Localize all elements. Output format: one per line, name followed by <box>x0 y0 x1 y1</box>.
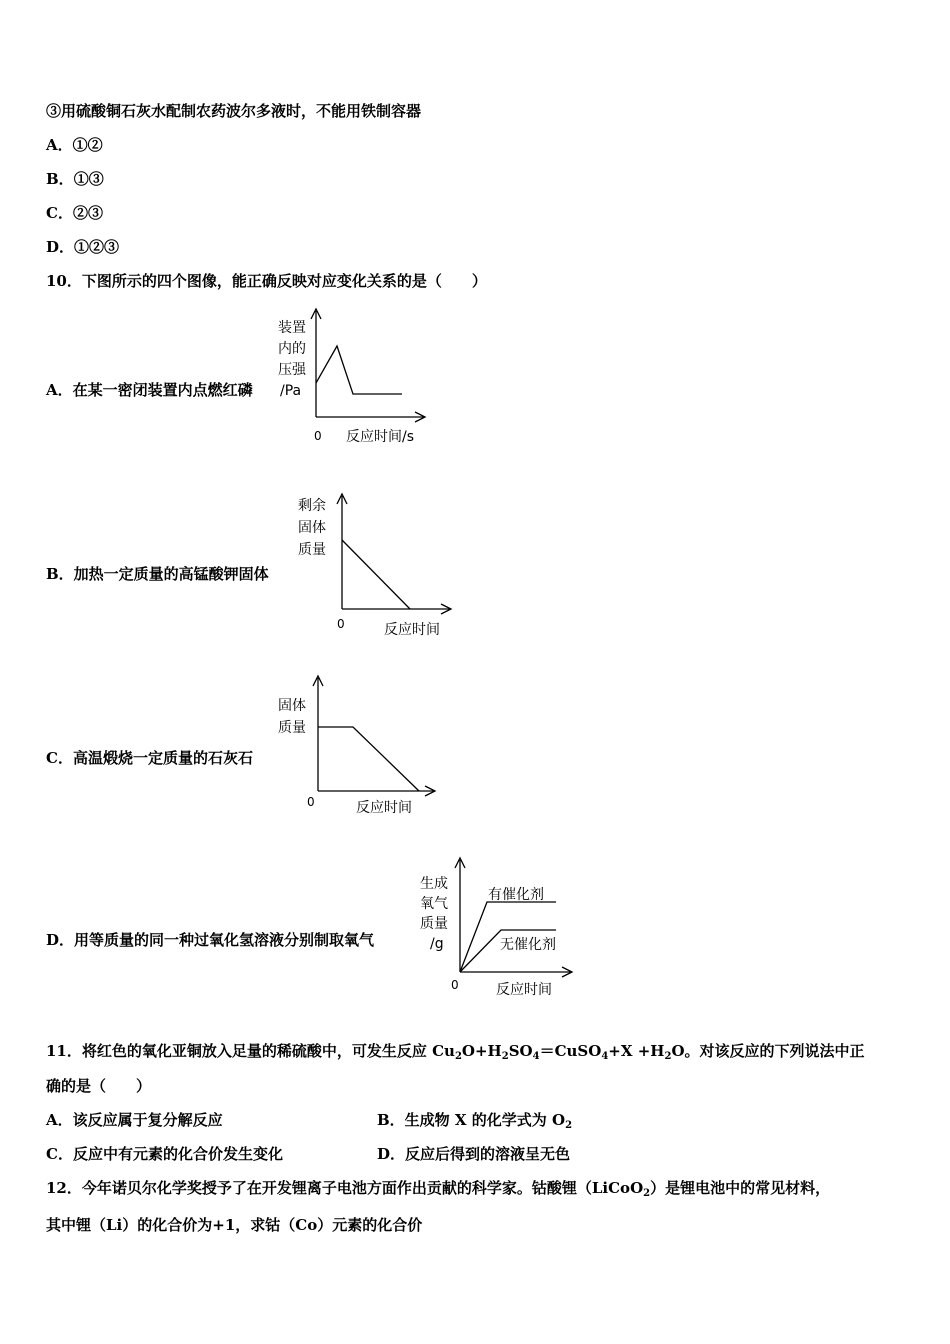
y-label-line2: 氧气 <box>420 896 448 912</box>
q10-graph-c <box>274 672 454 822</box>
q10-stem: 10．下图所示的四个图像，能正确反映对应变化关系的是（ ） <box>46 272 487 290</box>
origin-label: 0 <box>314 429 322 443</box>
x-label: 反应时间 <box>356 800 412 816</box>
x-label: 反应时间 <box>384 622 440 638</box>
q11-option-a[interactable]: A．该反应属于复分解反应 <box>46 1111 223 1129</box>
q11-option-c[interactable]: C．反应中有元素的化合价发生变化 <box>46 1145 283 1163</box>
y-label-line2: 内的 <box>278 341 306 357</box>
mass-curve <box>318 727 419 791</box>
q10-option-b-label[interactable]: B．加热一定质量的高锰酸钾固体 <box>46 565 269 583</box>
y-label-line1: 固体 <box>278 698 306 714</box>
y-label-line2: 质量 <box>278 720 306 736</box>
option-letter: A． <box>46 136 73 154</box>
x-label: 反应时间/s <box>346 429 415 445</box>
option-text: ①②③ <box>74 238 120 256</box>
origin-label: 0 <box>451 978 459 992</box>
q10-option-c-label[interactable]: C．高温煅烧一定质量的石灰石 <box>46 749 253 767</box>
y-label-line1: 生成 <box>420 876 448 892</box>
pressure-curve <box>316 346 402 394</box>
q9-item3: ③用硫酸铜石灰水配制农药波尔多液时，不能用铁制容器 <box>46 102 422 120</box>
y-label-line2: 固体 <box>298 520 326 536</box>
q10-option-a-label[interactable]: A．在某一密闭装置内点燃红磷 <box>46 381 253 399</box>
q10-graph-a <box>274 305 454 455</box>
option-letter: D． <box>46 238 75 256</box>
q12-stem-line2: 其中锂（Li）的化合价为+1，求钴（Co）元素的化合价 <box>46 1216 423 1234</box>
y-label-line3: 压强 <box>278 362 306 378</box>
q9-option-d[interactable] <box>46 237 119 257</box>
option-letter: C． <box>46 204 73 222</box>
origin-label: 0 <box>337 617 345 631</box>
q11-stem-continued: 确的是（ ） <box>46 1077 152 1095</box>
q10-graph-d <box>414 854 594 1004</box>
option-letter: B． <box>46 170 74 188</box>
y-label-unit: /Pa <box>280 383 302 399</box>
q11-stem: 11．将红色的氧化亚铜放入足量的稀硫酸中，可发生反应 $Cu_2O+H_2SO_4=CuSO_4+X +H_2O$。对该反应的下列说法中正 <box>46 1042 865 1062</box>
option-text: ①③ <box>73 170 104 188</box>
y-label-line3: 质量 <box>420 916 448 932</box>
q11-option-d[interactable]: D．反应后得到的溶液呈无色 <box>377 1145 571 1163</box>
y-label-line1: 装置 <box>278 320 306 336</box>
no-catalyst-label: 无催化剂 <box>500 937 556 953</box>
x-label: 反应时间 <box>496 982 552 998</box>
option-text: ②③ <box>72 204 103 222</box>
q9-option-b[interactable] <box>46 169 104 189</box>
catalyst-label: 有催化剂 <box>488 887 544 903</box>
q9-option-a[interactable] <box>46 135 103 155</box>
origin-label: 0 <box>307 795 315 809</box>
y-label-line1: 剩余 <box>298 498 326 514</box>
y-label-line3: 质量 <box>298 542 326 558</box>
y-label-unit: /g <box>430 936 444 952</box>
q11-option-b[interactable]: B．生成物 X 的化学式为 $O_2$ <box>377 1111 573 1131</box>
q9-option-c[interactable] <box>46 203 103 223</box>
q10-option-d-label[interactable]: D．用等质量的同一种过氧化氢溶液分别制取氧气 <box>46 931 375 949</box>
q10-graph-b <box>294 490 474 640</box>
mass-curve <box>342 540 410 609</box>
option-text: ①② <box>72 136 103 154</box>
q12-stem-line1: 12．今年诺贝尔化学奖授予了在开发锂离子电池方面作出贡献的科学家。钴酸锂（LiCoO$_2$）是锂电池中的常见材料， <box>46 1179 831 1199</box>
